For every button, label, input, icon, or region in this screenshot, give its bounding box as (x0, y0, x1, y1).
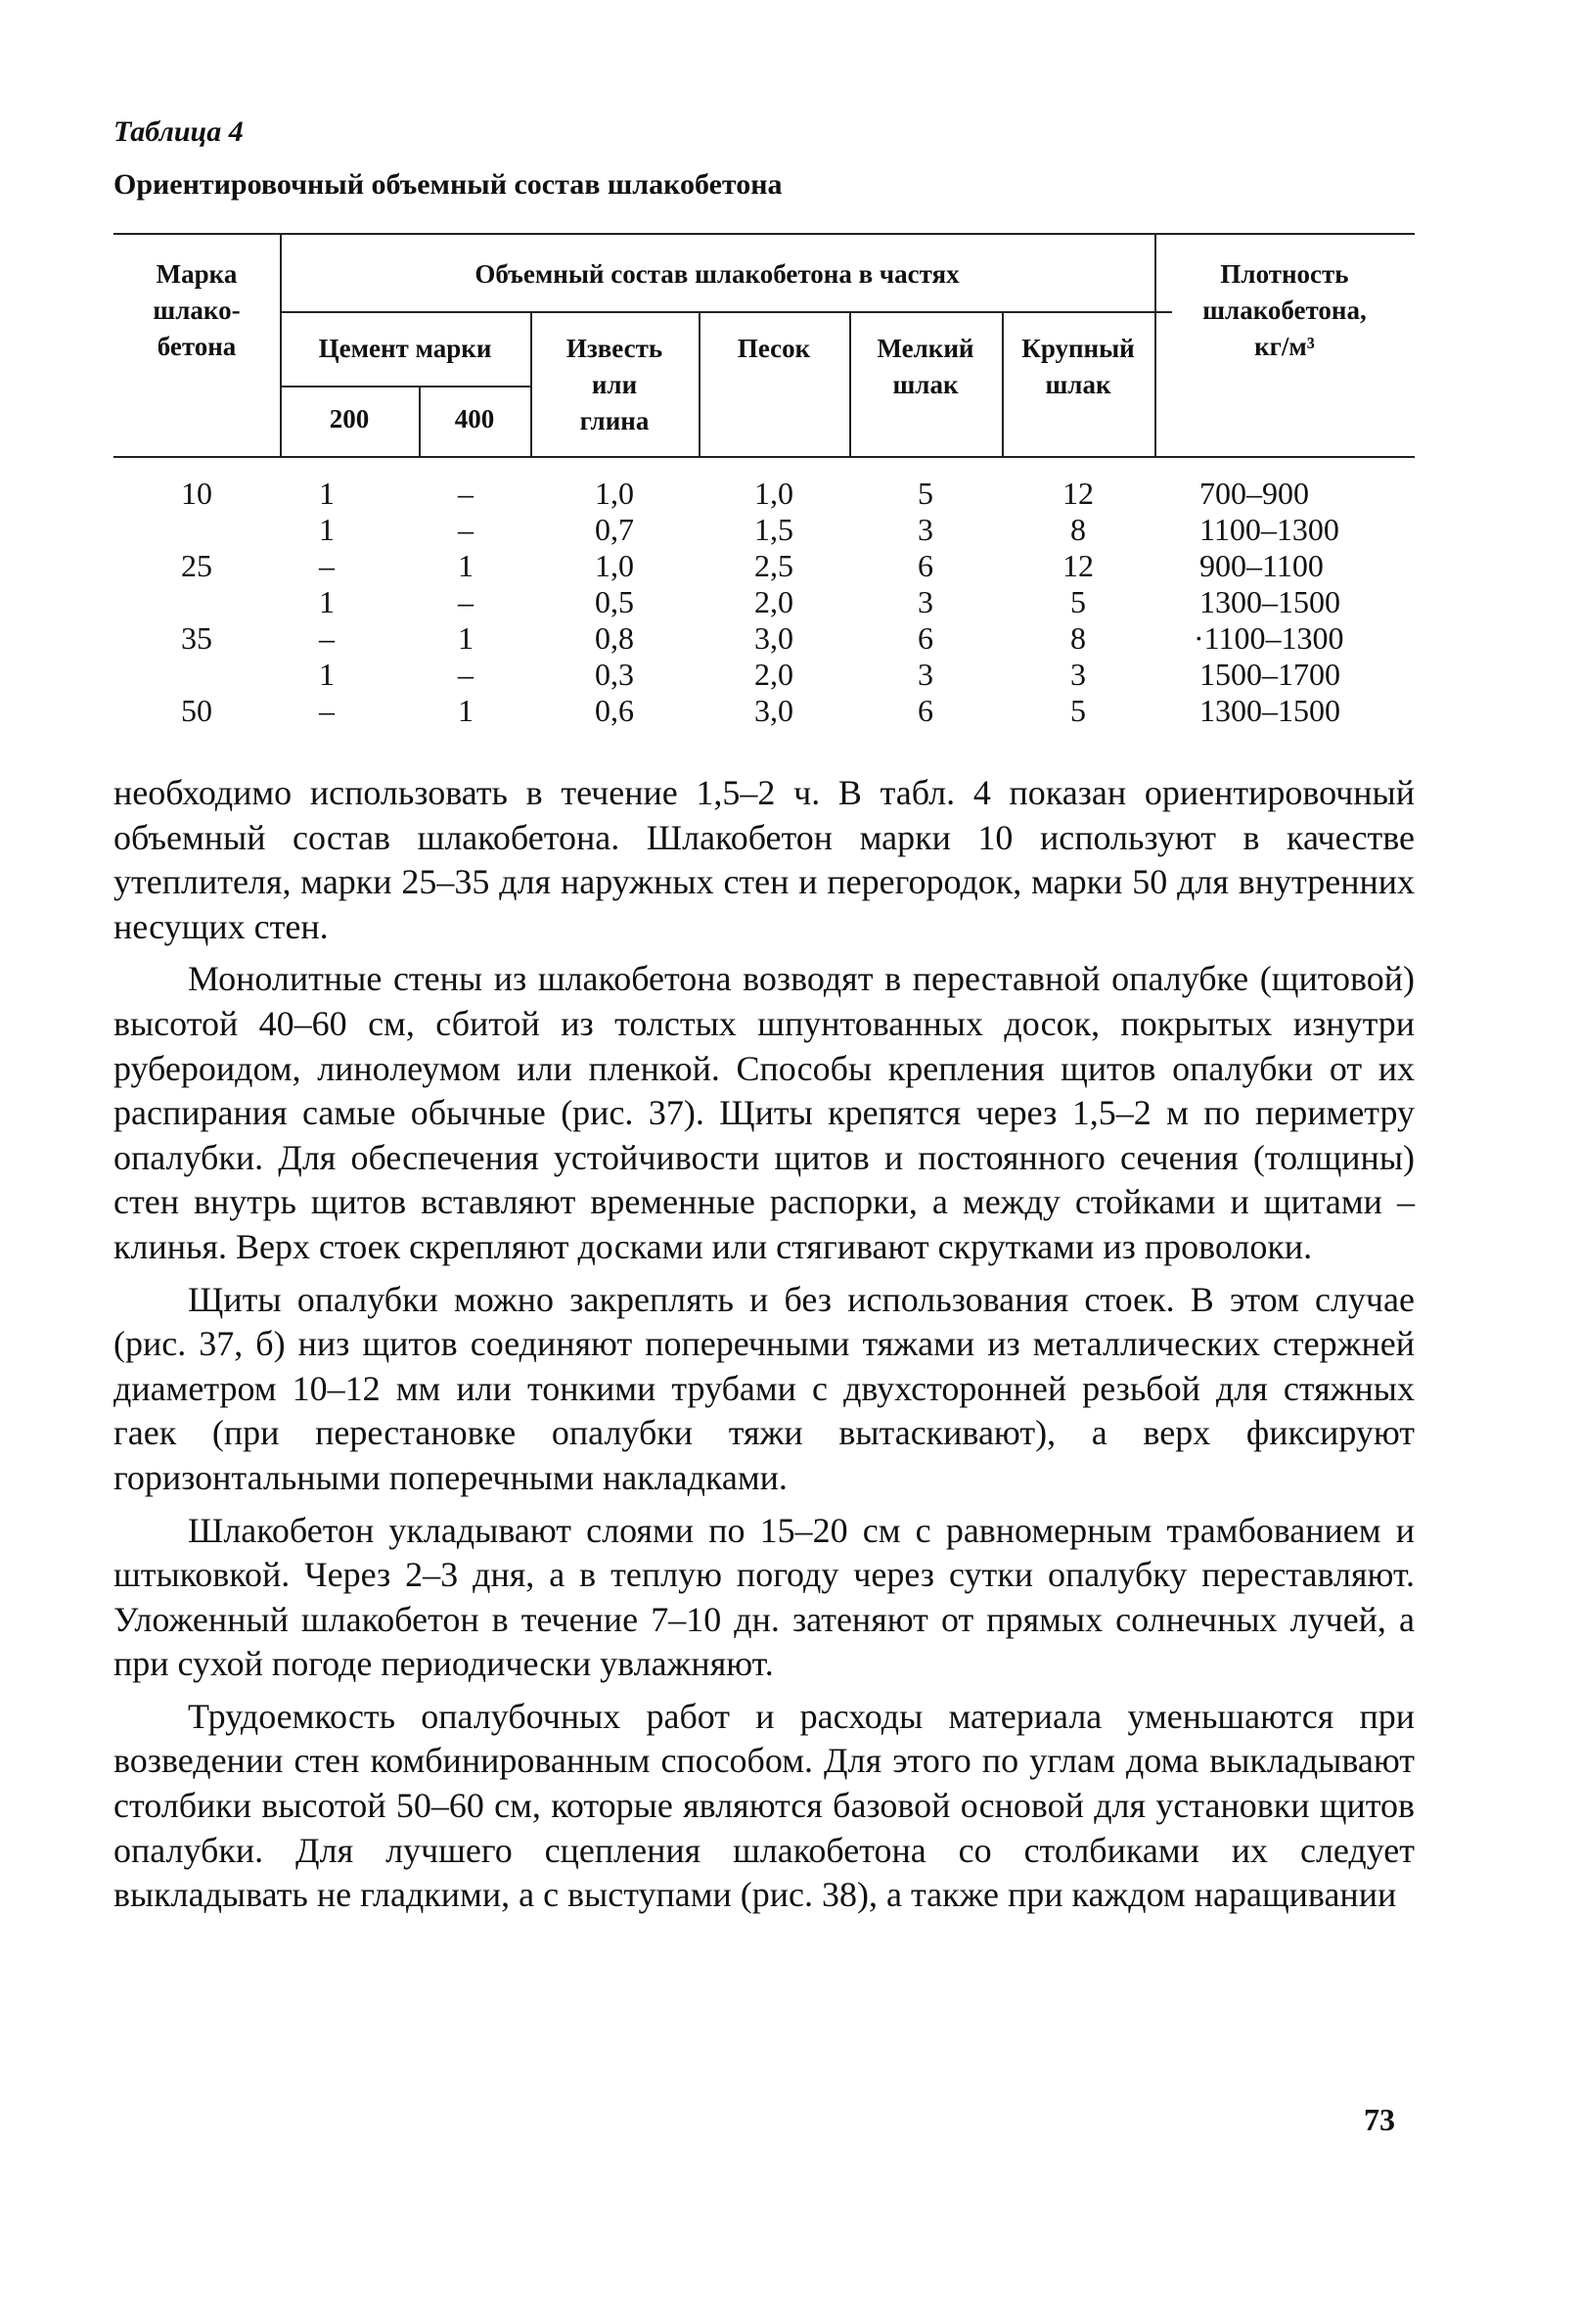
paragraph: Трудоемкость опалубочных работ и расходы материала уменьшаются при возведении стен комбинированным способом. Для этого по углам дома выкладывают столбики высотой 50–60 см, которые являются базовой основой для установки щитов опалубки. Для лучшего сцепления шлакобетона со столбиками их следует выкладывать не гладкими, а с выступами (рис. 38), а также при каждом наращивании (113, 1696, 1415, 1915)
cell-cement-200: 1 (319, 476, 335, 511)
header-grade: Марка шлако- бетона (153, 259, 241, 361)
header-coarse-slag: Крупный шлак (1021, 334, 1135, 399)
cell-fine-slag: 3 (918, 584, 933, 619)
cell-sand: 1,5 (754, 512, 793, 547)
cell-sand: 3,0 (754, 620, 793, 656)
cell-sand: 2,0 (754, 657, 793, 692)
header-density: Плотность шлакобетона, кг/м³ (1202, 259, 1367, 361)
cell-cement-400: 1 (458, 620, 474, 656)
cell-cement-200: 1 (319, 584, 335, 619)
cell-grade: 50 (181, 693, 212, 728)
cell-lime: 0,3 (595, 657, 634, 692)
table-row (113, 584, 1415, 620)
cell-density: 1300–1500 (1199, 693, 1340, 728)
cell-fine-slag: 6 (918, 693, 933, 728)
page-number: 73 (1364, 2102, 1395, 2137)
cell-sand: 2,5 (754, 548, 793, 583)
cell-coarse-slag: 8 (1070, 512, 1086, 547)
cell-cement-200: – (319, 693, 335, 728)
cell-lime: 1,0 (595, 548, 634, 583)
table-row (113, 512, 1415, 548)
header-cement-group: Цемент марки (318, 334, 492, 363)
cell-density: 700–900 (1199, 476, 1309, 511)
paragraph: необходимо использовать в течение 1,5–2 ч. В табл. 4 показан ориентировочный объемный состав шлакобетона. Шлакобетон марки 10 используют в качестве утеплителя, марки 25–35 для наружных стен и перегородок, марки 50 для внутренних несущих стен. (113, 773, 1415, 946)
composition-table (113, 233, 1415, 742)
header-cement-400: 400 (454, 404, 495, 433)
cell-lime: 0,7 (595, 512, 634, 547)
cell-cement-200: 1 (319, 512, 335, 547)
header-rule-cement (280, 386, 530, 387)
cell-cement-400: – (458, 512, 474, 547)
cell-sand: 2,0 (754, 584, 793, 619)
cell-fine-slag: 3 (918, 512, 933, 547)
paragraph: Щиты опалубки можно закреплять и без использования стоек. В этом случае (рис. 37, б) низ щитов соединяют поперечными тяжами из металлических стержней диаметром 10–12 мм или тонкими трубами с двухсторонней резьбой для стяжных гаек (при перестановке опалубки тяжи вытаскивают), а верх фиксируют горизонтальными поперечными накладками. (113, 1279, 1415, 1497)
cell-coarse-slag: 12 (1062, 476, 1094, 511)
cell-fine-slag: 6 (918, 620, 933, 656)
cell-fine-slag: 3 (918, 657, 933, 692)
header-bottom-rule (113, 456, 1415, 458)
cell-cement-400: 1 (458, 548, 474, 583)
cell-density: 900–1100 (1199, 548, 1324, 583)
cell-fine-slag: 5 (918, 476, 933, 511)
header-sand: Песок (737, 334, 811, 363)
cell-cement-400: – (458, 584, 474, 619)
table-number: Таблица 4 (113, 115, 244, 148)
paragraph: Монолитные стены из шлакобетона возводят в переставной опалубке (щитовой) высотой 40–60 см, сбитой из толстых шпунтованных досок, покрытых изнутри рубероидом, линолеумом или пленкой. Способы крепления щитов опалубки от их распирания самые обычные (рис. 37). Щиты крепятся через 1,5–2 м по периметру опалубки. Для обеспечения устойчивости щитов и постоянного сечения (толщины) стен внутрь щитов вставляют временные распорки, а между стойками и щитами – клинья. Верх стоек скрепляют досками или стягивают скрутками из проволоки. (113, 959, 1415, 1266)
cell-fine-slag: 6 (918, 548, 933, 583)
cell-sand: 3,0 (754, 693, 793, 728)
cell-lime: 1,0 (595, 476, 634, 511)
cell-cement-200: 1 (319, 657, 335, 692)
cell-cement-200: – (319, 548, 335, 583)
table-row (113, 548, 1415, 584)
cell-coarse-slag: 3 (1070, 657, 1086, 692)
table-top-rule (113, 233, 1415, 235)
cell-grade: 25 (181, 548, 212, 583)
paragraph: Шлакобетон укладывают слоями по 15–20 см с равномерным трамбованием и штыковкой. Через 2–3 дня, а в теплую погоду через сутки опалубку переставляют. Уложенный шлакобетон в течение 7–10 дн. затеняют от прямых солнечных лучей, а при сухой погоде периодически увлажняют. (113, 1510, 1415, 1684)
cell-density: 1300–1500 (1199, 584, 1340, 619)
cell-cement-400: 1 (458, 693, 474, 728)
cell-cement-400: – (458, 476, 474, 511)
cell-lime: 0,5 (595, 584, 634, 619)
cell-density: 1100–1300 (1199, 512, 1339, 547)
cell-coarse-slag: 12 (1062, 548, 1094, 583)
cell-coarse-slag: 5 (1070, 693, 1086, 728)
cell-lime: 0,8 (595, 620, 634, 656)
table-row (113, 476, 1415, 512)
cell-grade: 10 (181, 476, 212, 511)
cell-coarse-slag: 8 (1070, 620, 1086, 656)
header-rule-group (280, 311, 1172, 313)
table-row (113, 693, 1415, 729)
header-composition-group: Объемный состав шлакобетона в частях (474, 259, 960, 289)
cell-cement-400: – (458, 657, 474, 692)
table-row (113, 620, 1415, 657)
header-lime: Известь или глина (565, 334, 663, 435)
header-fine-slag: Мелкий шлак (877, 334, 974, 399)
cell-lime: 0,6 (595, 693, 634, 728)
body-text (113, 771, 1415, 1926)
header-cement-200: 200 (329, 404, 370, 433)
cell-grade: 35 (181, 620, 212, 656)
cell-cement-200: – (319, 620, 335, 656)
cell-density: 1500–1700 (1199, 657, 1340, 692)
cell-density: ·1100–1300 (1194, 620, 1344, 656)
table-title: Ориентировочный объемный состав шлакобетона (113, 168, 783, 201)
table-row (113, 657, 1415, 693)
cell-coarse-slag: 5 (1070, 584, 1086, 619)
cell-sand: 1,0 (754, 476, 793, 511)
